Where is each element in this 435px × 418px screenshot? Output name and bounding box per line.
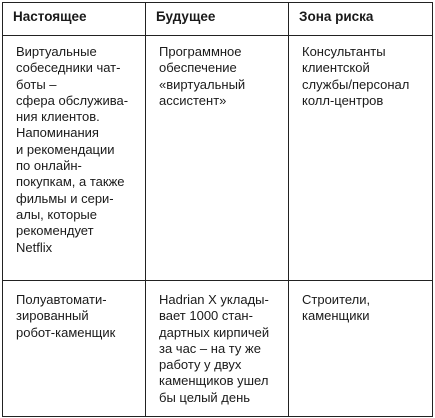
cell-text-risk-zone: Строители, каменщики (302, 292, 371, 324)
cell-text-risk-zone: Консультанты клиентской службы/персонал колл-центров (302, 44, 410, 108)
table-row (3, 281, 433, 417)
header-future: Будущее (146, 3, 289, 36)
table-cell (3, 36, 146, 281)
table-row (3, 36, 433, 281)
table-cell (289, 36, 433, 281)
table-cell (146, 281, 289, 417)
comparison-table (2, 2, 433, 417)
table-cell (146, 36, 289, 281)
cell-text-future: Hadrian X уклады- вает 1000 стан- дартных кирпичей за час – на ту же работу у двух каменщиков ушел бы целый день (159, 292, 270, 405)
cell-text-future: Программное обеспечение «виртуальный ассистент» (159, 44, 246, 108)
header-risk-zone: Зона риска (289, 3, 433, 36)
table-cell (289, 281, 433, 417)
header-present: Настоящее (3, 3, 146, 36)
cell-text-present: Полуавтомати- зированный робот-каменщик (16, 292, 116, 340)
table-cell (3, 281, 146, 417)
table-header-row (3, 3, 433, 36)
cell-text-present: Виртуальные собеседники чат- боты – сфера обслужива- ния клиентов. Напоминания и рекомендации по онлайн- покупкам, а также фильмы и сери- алы, которые рекомендует Netflix (16, 44, 129, 255)
